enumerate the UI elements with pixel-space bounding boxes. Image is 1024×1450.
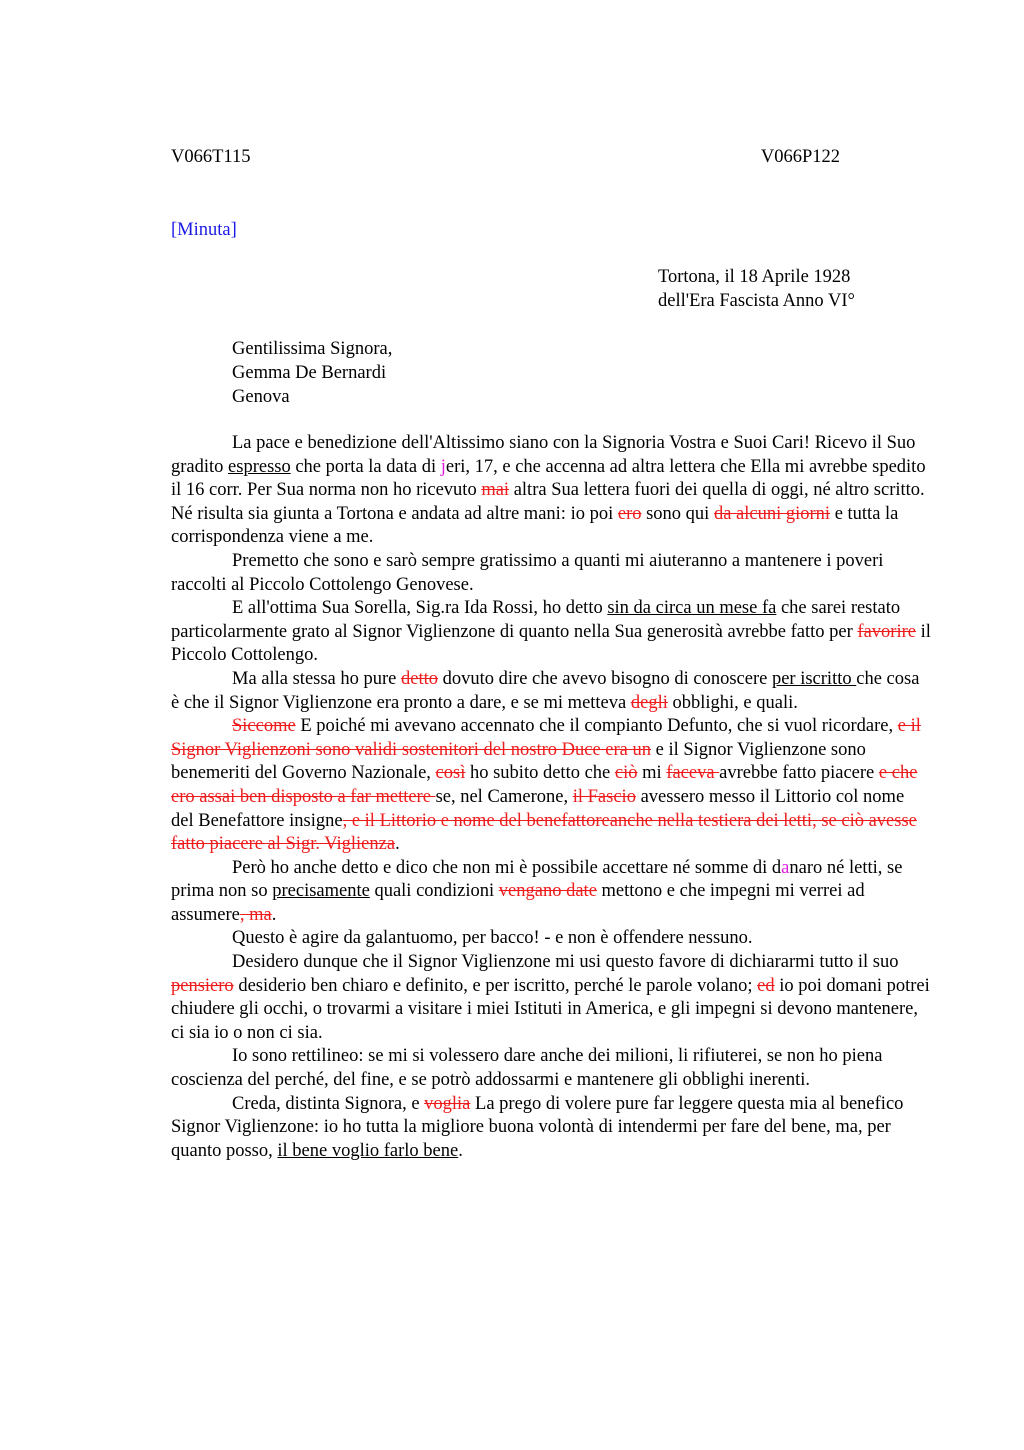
text-run: altra Sua lettera fuori dei quella di oggi, né altro scritto. Né risulta sia giunta a Tortona e andata ad altre mani: io poi <box>171 480 925 524</box>
underlined-text: sin da circa un mese fa <box>607 598 777 619</box>
era-line: dell'Era Fascista Anno VI° <box>658 291 855 311</box>
text-run: La pace e benedizione dell'Altissimo siano con la Signoria Vostra e Suoi Cari! Ricevo il Suo gradito <box>171 433 916 477</box>
struck-text: pensiero <box>171 975 234 996</box>
text-run: . <box>271 904 277 925</box>
letter-paragraph <box>171 550 931 597</box>
highlighted-correction: j <box>440 456 446 477</box>
draft-label: [Minuta] <box>171 220 237 240</box>
text-run: . <box>458 1140 463 1161</box>
text-run: Desidero dunque che il Signor Viglienzone mi usi questo favore di dichiararmi tutto il suo <box>232 952 899 973</box>
text-run: eri, 17, e che accenna ad altra lettera che Ella mi avrebbe spedito il 16 corr. Per Sua norma non ho ricevuto <box>171 456 926 501</box>
document-codes <box>171 145 840 169</box>
text-run: . <box>395 834 400 855</box>
letter-body <box>171 432 931 1163</box>
text-run: mettono e che impegni mi verrei ad assumere <box>171 881 865 925</box>
text-run: che cosa è che il Signor Viglienzone era pronto a dare, e se mi metteva <box>171 668 920 713</box>
text-run: Premetto che sono e sarò sempre gratissimo a quanti mi aiuteranno a mantenere i poveri raccolti al Piccolo Cottolengo Genovese. <box>171 550 884 595</box>
struck-text: ed <box>757 975 775 996</box>
struck-text: , ma <box>239 904 272 925</box>
struck-text: vengano date <box>498 881 597 902</box>
underlined-text: espresso <box>228 456 291 477</box>
text-run: sono qui <box>641 503 714 524</box>
date-line: Tortona, il 18 Aprile 1928 <box>658 267 851 287</box>
recipient-city: Genova <box>232 387 290 407</box>
text-run: desiderio ben chiaro e definito, e per iscritto, perché le parole volano; <box>233 975 758 996</box>
letter-paragraph <box>171 857 931 928</box>
text-run: se, nel Camerone, <box>435 786 573 807</box>
text-run: dovuto dire che avevo bisogno di conoscere <box>438 668 772 689</box>
recipient-name: Gemma De Bernardi <box>232 363 387 383</box>
underlined-text: il bene voglio farlo bene <box>277 1140 459 1161</box>
struck-text: faceva <box>666 763 720 784</box>
letter-paragraph <box>171 951 931 1045</box>
recipient-block <box>232 337 392 409</box>
struck-text: il Fascio <box>572 786 636 807</box>
document-code-left: V066T115 <box>171 147 251 167</box>
struck-text: , e il Littorio e nome del benefattoreanche nella testiera dei letti, se ciò avesse fatto piacere al Sigr. Viglienza <box>171 810 917 855</box>
text-run: il Piccolo Cottolengo. <box>171 621 931 666</box>
document-code-right: V066P122 <box>760 147 840 167</box>
text-run: Però ho anche detto e dico che non mi è possibile accettare né somme di d <box>232 857 782 878</box>
struck-text: detto <box>401 668 439 689</box>
underlined-text: per iscritto <box>771 668 857 689</box>
text-run: La prego di volere pure far leggere questa mia al benefico Signor Viglienzone: io ho tutta la migliore buona volontà di intendermi per fare del bene, ma, per quanto posso, <box>171 1093 904 1161</box>
letter-paragraph <box>171 432 931 550</box>
letter-paragraph <box>171 597 931 668</box>
text-run: mi <box>637 763 667 784</box>
underlined-text: precisamente <box>272 881 370 902</box>
struck-text: mai <box>481 480 510 501</box>
letter-paragraph <box>171 668 931 715</box>
text-run: che sarei restato particolarmente grato al Signor Viglienzone di quanto nella Sua generosità avrebbe fatto per <box>171 598 901 642</box>
highlighted-correction: a <box>781 857 790 878</box>
struck-text: e che ero assai ben disposto a far mettere <box>171 763 918 807</box>
struck-text: favorire <box>857 621 916 642</box>
text-run: e il Signor Viglienzone sono benemeriti del Governo Nazionale, <box>171 739 866 784</box>
text-run: e tutta la corrispondenza viene a me. <box>171 503 899 548</box>
struck-text: ciò <box>614 763 638 784</box>
text-run: io poi domani potrei chiudere gli occhi, o trovarmi a visitare i miei Istituti in America, e gli impegni si devono mantenere, ci sia io o non ci sia. <box>171 975 930 1043</box>
struck-text: Siccome <box>232 716 296 737</box>
date-block <box>658 265 855 313</box>
text-run: Ma alla stessa ho pure <box>232 668 402 689</box>
text-run: avrebbe fatto piacere <box>719 763 879 784</box>
text-run: ho subito detto che <box>465 763 615 784</box>
text-run: naro né letti, se prima non so <box>171 857 903 902</box>
text-run: avessero messo il Littorio col nome del Benefattore insigne <box>171 786 905 831</box>
text-run: E all'ottima Sua Sorella, Sig.ra Ida Rossi, ho detto <box>232 598 608 619</box>
letter-paragraph <box>171 927 931 951</box>
text-run: Io sono rettilineo: se mi si volessero dare anche dei milioni, li rifiuterei, se non ho piena coscienza del perché, del fine, e se potrò addossarmi e mantenere gli obblighi inerenti. <box>171 1046 883 1091</box>
text-run: che porta la data di <box>290 456 441 477</box>
struck-text: da alcuni giorni <box>713 503 831 524</box>
struck-text: così <box>435 763 466 784</box>
text-run: Creda, distinta Signora, e <box>232 1093 425 1114</box>
text-run: Questo è agire da galantuomo, per bacco! - e non è offendere nessuno. <box>232 928 753 949</box>
struck-text: degli <box>630 692 668 713</box>
text-run: E poiché mi avevano accennato che il compianto Defunto, che si vuol ricordare, <box>295 716 898 737</box>
struck-text: ero <box>617 503 642 524</box>
struck-text: voglia <box>424 1093 471 1114</box>
letter-paragraph <box>171 715 931 857</box>
text-run: obblighi, e quali. <box>667 692 798 713</box>
struck-text: e il Signor Viglienzoni sono validi sostenitori del nostro Duce era un <box>171 716 921 760</box>
text-run: quali condizioni <box>369 881 499 902</box>
letter-paragraph <box>171 1045 931 1092</box>
letter-paragraph <box>171 1093 931 1164</box>
salutation: Gentilissima Signora, <box>232 339 393 359</box>
